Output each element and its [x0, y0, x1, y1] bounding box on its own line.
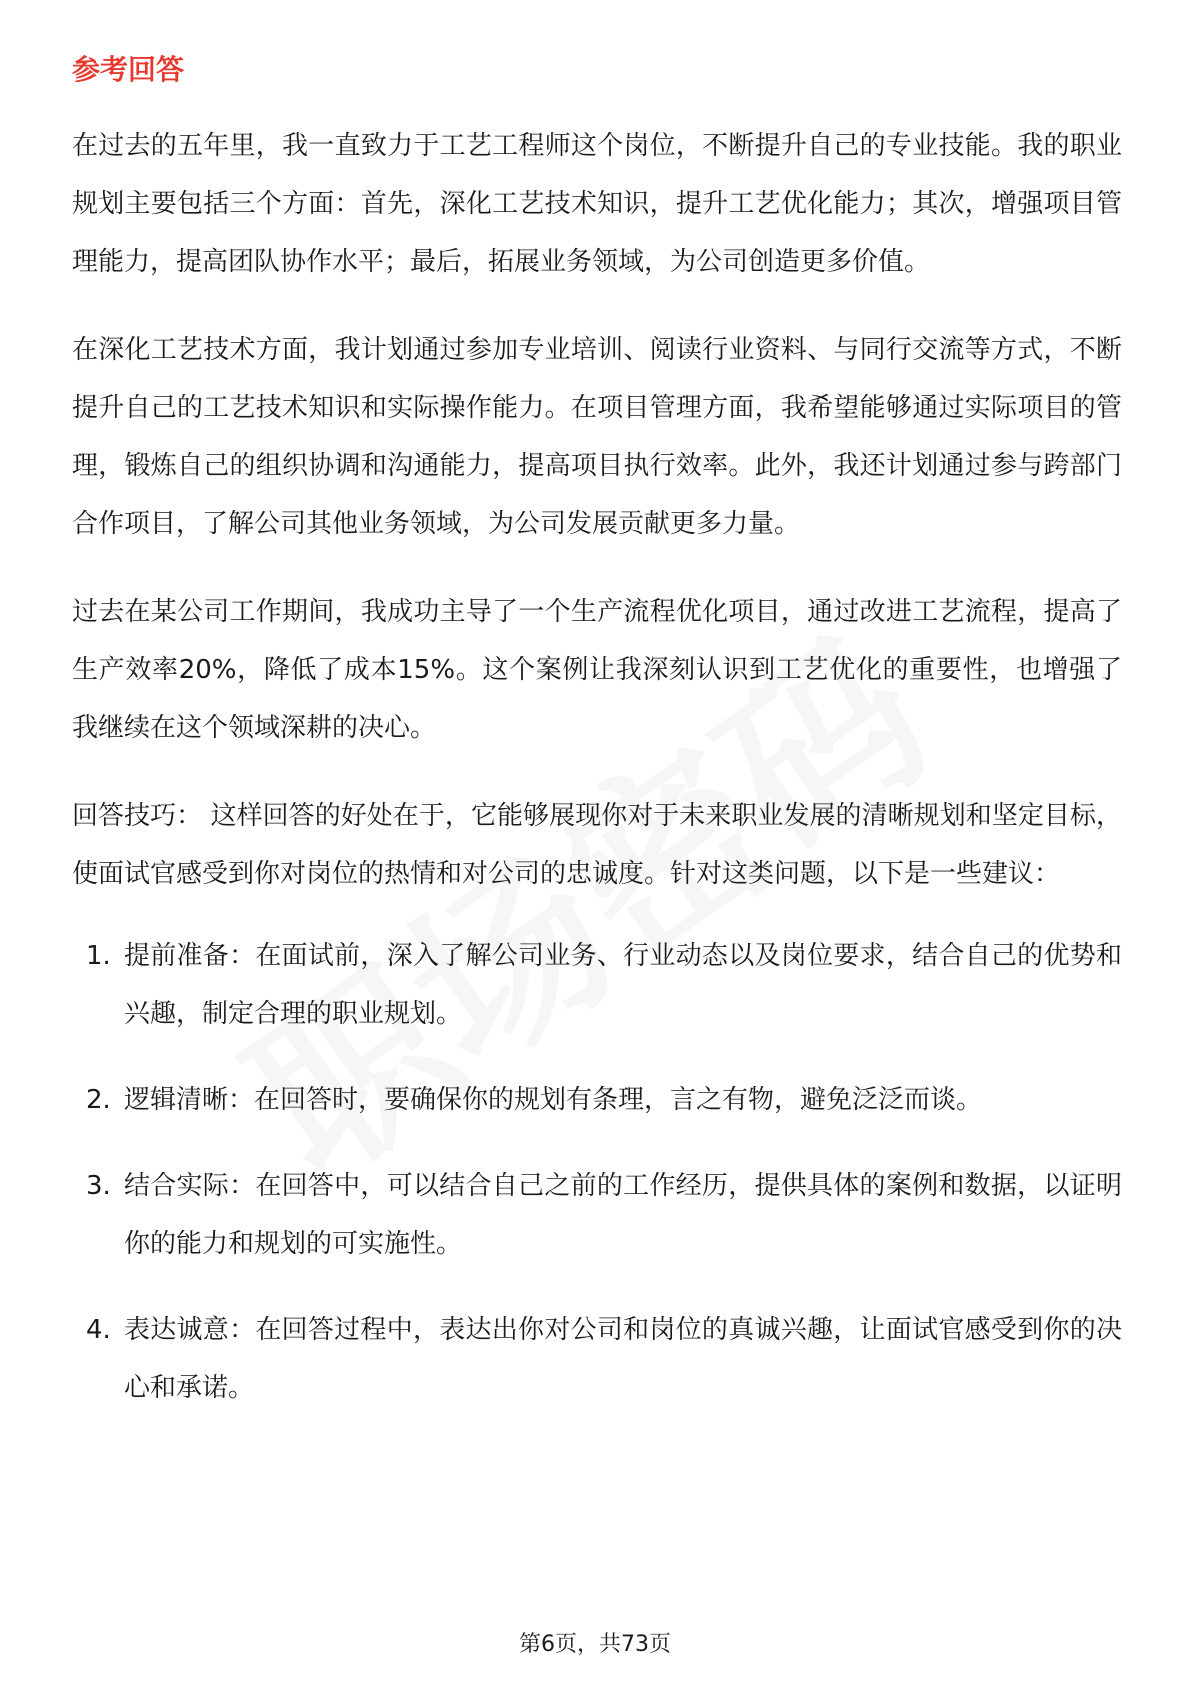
tips-list [72, 927, 1122, 1417]
paragraph-plan-details: 在深化工艺技术方面，我计划通过参加专业培训、阅读行业资料、与同行交流等方式，不断提升自己的工艺技术知识和实际操作能力。在项目管理方面，我希望能够通过实际项目的管理，锻炼自己的组织协调和沟通能力，提高项目执行效率。此外，我还计划通过参与跨部门合作项目，了解公司其他业务领域，为公司发展贡献更多力量。 [72, 335, 1122, 539]
list-item-text: 提前准备：在面试前，深入了解公司业务、行业动态以及岗位要求，结合自己的优势和兴趣，制定合理的职业规划。 [124, 941, 1122, 1029]
page-number: 第6页，共73页 [519, 1632, 671, 1657]
paragraph-intro: 在过去的五年里，我一直致力于工艺工程师这个岗位，不断提升自己的专业技能。我的职业规划主要包括三个方面：首先，深化工艺技术知识，提升工艺优化能力；其次，增强项目管理能力，提高团队协作水平；最后，拓展业务领域，为公司创造更多价值。 [72, 131, 1122, 277]
list-item-number: 1. [86, 941, 111, 971]
list-item [72, 1301, 1122, 1417]
paragraph-case: 过去在某公司工作期间，我成功主导了一个生产流程优化项目，通过改进工艺流程，提高了生产效率20%，降低了成本15%。这个案例让我深刻认识到工艺优化的重要性，也增强了我继续在这个领域深耕的决心。 [72, 597, 1122, 743]
list-item-number: 2. [86, 1085, 111, 1115]
list-item [72, 1157, 1122, 1273]
section-heading: 参考回答 [72, 53, 185, 86]
list-item-text: 结合实际：在回答中，可以结合自己之前的工作经历，提供具体的案例和数据，以证明你的能力和规划的可实施性。 [124, 1171, 1122, 1259]
list-item-text: 表达诚意：在回答过程中，表达出你对公司和岗位的真诚兴趣，让面试官感受到你的决心和承诺。 [124, 1315, 1122, 1403]
list-item [72, 1071, 1122, 1129]
list-item [72, 927, 1122, 1043]
list-item-text: 逻辑清晰：在回答时，要确保你的规划有条理，言之有物，避免泛泛而谈。 [124, 1085, 983, 1115]
paragraph-tips-intro: 回答技巧： 这样回答的好处在于，它能够展现你对于未来职业发展的清晰规划和坚定目标，使面试官感受到你对岗位的热情和对公司的忠诚度。针对这类问题，以下是一些建议： [72, 801, 1122, 889]
list-item-number: 3. [86, 1171, 111, 1201]
list-item-number: 4. [86, 1315, 111, 1345]
answer-content [72, 117, 1122, 1445]
